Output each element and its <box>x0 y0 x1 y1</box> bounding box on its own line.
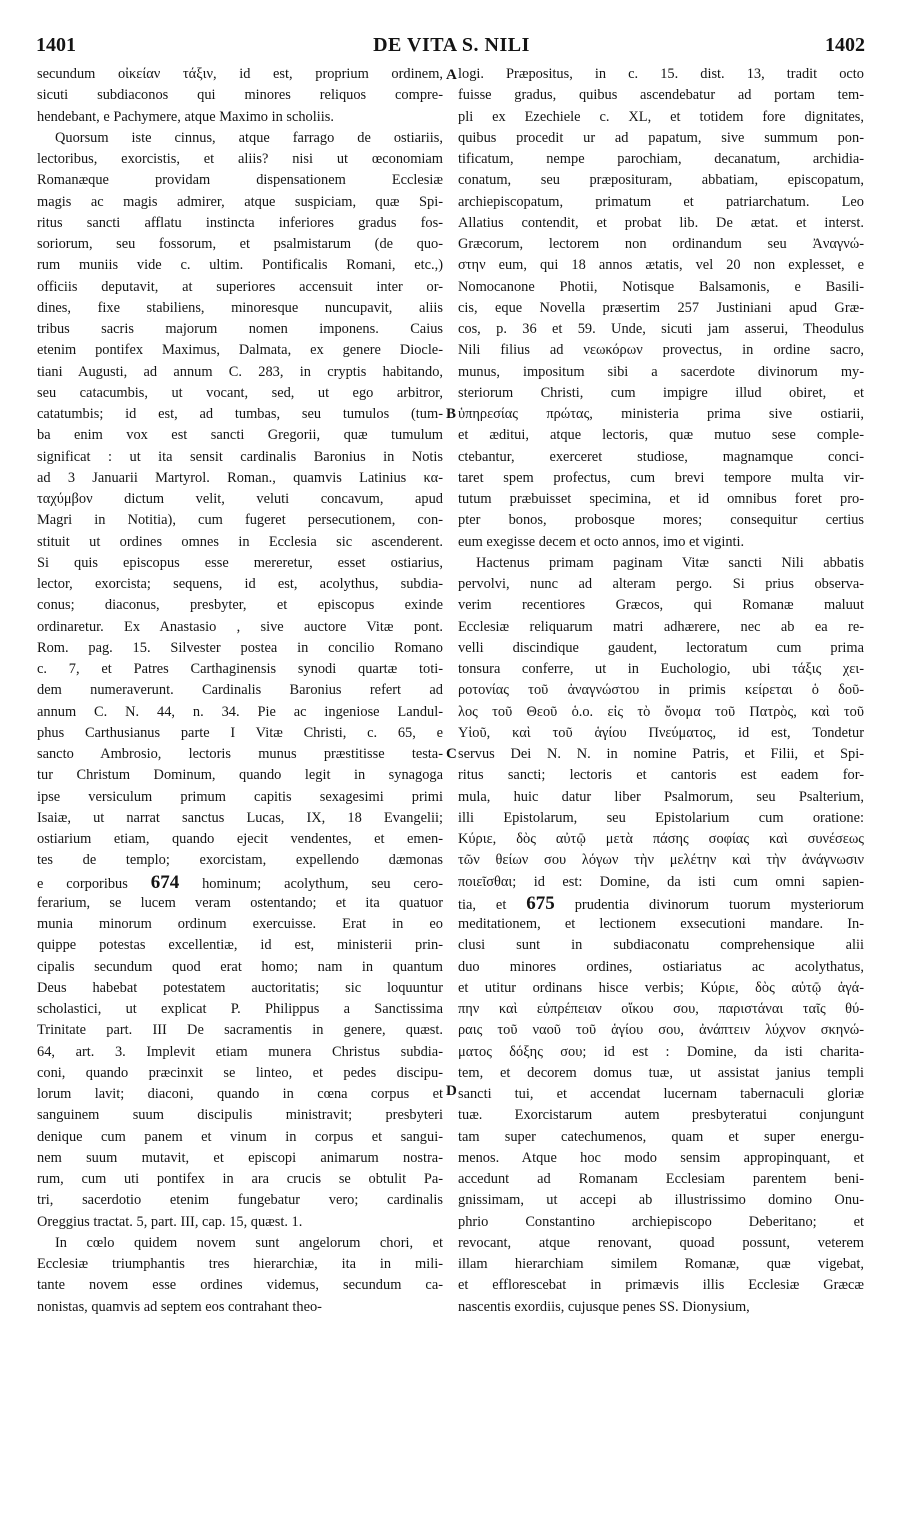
text-line: soriorum, seu fossorum, et psalmistarum (de quo- <box>37 236 443 252</box>
text-line: etenim pontifex Maximus, Dalmata, ex genere Diocle- <box>37 342 443 359</box>
text-line: verim recentiores Græcos, qui Romanæ maluut <box>458 597 864 614</box>
text-line: mula, huic datur liber Psalmorum, seu Psalterium, <box>458 788 864 805</box>
text-line: magis ac magis admirer, atque suspiciam, quæ Spi- <box>37 193 443 210</box>
text-line: servus Dei N. N. in nomine Patris, et Filii, et Spi- <box>458 746 864 762</box>
right-text-column <box>458 64 864 1318</box>
text-line: pter bonos, probosque mores; consequitur certius <box>458 512 864 529</box>
text-line: et efflorescebat in primævis illis Ecclesiæ Græcæ <box>458 1277 864 1294</box>
text-line: tia, et 675 prudentia divinorum tuorum mysteriorum <box>458 892 864 914</box>
text-line: duo minores ordines, ostiariatus ac acolythatus, <box>458 958 864 975</box>
text-line: illi Epistolarum, seu Epistolarium cum oratione: <box>458 809 864 826</box>
text-line: et utitur ordinans hisce verbis; Κύριε, δὸς αὐτῷ ἀγά- <box>458 979 864 996</box>
text-line: ipse versiculum primum capitis sexagesimi primi <box>37 788 443 805</box>
text-line: significat : ut ita sensit cardinalis Baronius in Notis <box>37 448 443 465</box>
page-number-left: 1401 <box>36 34 76 56</box>
text-line: archiepiscopatum, primatum et patriarchatum. Leo <box>458 193 864 210</box>
text-line: menos. Atque hoc modo sensim appropinquant, et <box>458 1149 864 1166</box>
text-line: Hactenus primam paginam Vitæ sancti Nili abbatis <box>476 554 864 571</box>
text-line: phrio Constantino archiepiscopo Deberitano; et <box>458 1213 864 1230</box>
text-line: Nili filius ad νεωκόρων provectus, in ordine sacro, <box>458 342 864 359</box>
text-line: tri, sacerdotio etenim fungebatur vero; cardinalis <box>37 1192 443 1209</box>
text-line: scholastici, ut explicat P. Philippus a Sanctissima <box>37 1001 443 1017</box>
text-line: tonsura conferre, ut in Euchologio, ubi τάξις χει- <box>458 661 864 677</box>
text-line: catatumbis; id est, ad tumbas, seu tumulos (tum- <box>37 406 443 422</box>
text-line: seu catacumbis, ut vocant, sed, ut ego arbitror, <box>37 384 443 401</box>
text-line: πην καὶ εὐπρέπειαν οἴκου σου, παριστάναι ταῖς θύ- <box>458 1001 864 1017</box>
text-line: munus, impositum sibi a sacerdote divinorum my- <box>458 363 864 380</box>
text-line: tificatum, nempe parochiam, decanatum, archidia- <box>458 151 864 167</box>
margin-letter-d: D <box>446 1083 457 1099</box>
text-line: nascentis exordiis, cujusque penes SS. Dionysium, <box>458 1298 750 1315</box>
text-line: sancti tui, et accendat lucernam tabernaculi gloriæ <box>458 1086 864 1102</box>
text-line: tribus sacris majorum nomen imponens. Caius <box>37 321 443 337</box>
text-line: annum C. N. 44, n. 34. Pie ac ingeniose Landul- <box>37 703 443 720</box>
text-line: eum exegisse decem et octo annos, imo et viginti. <box>458 533 745 550</box>
text-line: Trinitate part. III De sacramentis in genere, quæst. <box>37 1022 443 1039</box>
text-line: λος τοῦ Θεοῦ ὁ.ο. εἰς τὸ ὄνομα τοῦ Πατρὸς, καὶ τοῦ <box>458 703 864 720</box>
text-line: tante novem esse ordines videmus, secundum ca- <box>37 1277 443 1294</box>
margin-letter-c: C <box>446 746 457 762</box>
text-line: ritus sancti; lectoris et cantoris est eadem for- <box>458 767 864 784</box>
text-line: τῶν θείων σου λόγων τὴν μελέτην καὶ τὴν ἀνάγνωσιν <box>458 852 864 869</box>
text-line: Nomocanone Photii, Notisque Balsamonis, e Basili- <box>458 278 864 295</box>
running-title: DE VITA S. NILI <box>373 34 530 56</box>
text-line: tem, et decorem domus tuæ, ut assistat janius templi <box>458 1064 864 1081</box>
text-line: ποιεῖσθαι; id est: Domine, da isti cum omni sapien- <box>458 873 864 890</box>
text-line: ritus sancti afflatu instincta inferiores gradus fos- <box>37 214 443 231</box>
text-line: rum muniis vide c. ultim. Pontificalis Romani, etc.,) <box>37 257 443 274</box>
text-line: clusi sunt in subdiaconatu comprehensique alii <box>458 937 864 954</box>
text-line: Ecclesiæ reliquarum matri adhærere, nec ab ea re- <box>458 618 864 635</box>
text-line: Isaiæ, ut narrat sanctus Lucas, IX, 18 Evangelii; <box>37 809 443 826</box>
text-line: tur Christum Dominum, quando legit in synagoga <box>37 767 443 784</box>
text-line: logi. Præpositus, in c. 15. dist. 13, tradit octo <box>458 66 864 82</box>
text-line: c. 7, et Patres Carthaginensis synodi quartæ toti- <box>37 661 443 677</box>
text-line: dines, fixe stabiliens, minoresque nuncupavit, aliis <box>37 299 443 316</box>
text-line: meditationem, et lectionem exsecutioni mandare. In- <box>458 916 864 932</box>
text-line: phus Carthusianus parte I Vitæ Christi, c. 65, e <box>37 724 443 741</box>
text-line: lorum lavit; diaconi, quando in cœna corpus et <box>37 1086 443 1102</box>
text-line: coni, quando præcinxit se linteo, et pedes discipu- <box>37 1064 443 1081</box>
text-line: lectoribus, exorcistis, et aliis? nisi ut œconomiam <box>37 151 443 167</box>
text-line: e corporibus 674 hominum; acolythum, seu cero- <box>37 871 443 893</box>
text-line: fuisse gradus, quibus ascendebatur ad portam tem- <box>458 87 864 104</box>
text-line: ὑπηρεσίας πρώτας, ministeria prima sive ostiarii, <box>458 406 864 422</box>
text-line: secundum οἰκείαν τάξιν, id est, proprium ordinem, <box>37 66 443 82</box>
text-line: tes de templo; exorcistam, expellendo dæmonas <box>37 852 443 869</box>
text-line: sancto Ambrosio, lectoris munus præstitisse testa- <box>37 746 443 762</box>
text-line: tiani Augusti, ad annum C. 283, in cryptis habitando, <box>37 363 443 380</box>
text-line: Oreggius tractat. 5, part. III, cap. 15, quæst. 1. <box>37 1213 303 1230</box>
text-line: Rom. pag. 15. Silvester postea in concilio Romano <box>37 639 443 656</box>
text-line: ordinaretur. Ex Anastasio , sive auctore Vitæ pont. <box>37 618 443 635</box>
text-line: Υἱοῦ, καὶ τοῦ ἁγίου Πνεύματος, id est, Tondetur <box>458 724 864 741</box>
text-line: nonistas, quamvis ad septem eos contrahant theo- <box>37 1298 322 1315</box>
text-line: munia minorum ordinum exercuisse. Erat in eo <box>37 916 443 932</box>
text-line: lector, exorcista; sequens, id est, acolythus, subdia- <box>37 576 443 592</box>
inline-page-number: 674 <box>150 871 180 893</box>
left-text-column <box>37 64 443 1318</box>
running-header <box>0 28 903 58</box>
text-line: ad 3 Januarii Martyrol. Roman., quamvis Latinius κα- <box>37 469 443 486</box>
text-line: velli discindique gaudent, lectoratum cum prima <box>458 639 864 656</box>
text-line: ταχύμβον dictum velit, veluti concavum, apud <box>37 491 443 507</box>
text-line: sicuti subdiaconos qui minores reliquos compre- <box>37 87 443 104</box>
text-line: ροτονίας τοῦ ἀναγνώστου in primis κείρεται ὁ δοῦ- <box>458 682 864 699</box>
text-line: hendebant, e Pachymere, atque Maximo in scholiis. <box>37 108 334 125</box>
text-line: sanguinem suum discipulis ministravit; presbyteri <box>37 1107 443 1124</box>
text-line: Si quis episcopus esse mereretur, esset ostiarius, <box>37 554 443 571</box>
text-line: steriorum Christi, cum impigre illud obiret, et <box>458 384 864 401</box>
text-line: rum, cum uti pontifex in ara crucis se obtulit Pa- <box>37 1171 443 1187</box>
text-line: Magri in Notitia), cum fugeret persecutionem, con- <box>37 512 443 529</box>
text-line: cis, eque Novella præsertim 257 Justiniani apud Græ- <box>458 299 864 316</box>
text-line: et æditui, atque lectoris, quæ mutuo sese comple- <box>458 427 864 444</box>
text-line: ostiarium etiam, quando ejecit vendentes, et emen- <box>37 831 443 847</box>
text-line: accedunt ad Romanam Ecclesiam parentem beni- <box>458 1171 864 1187</box>
text-line: Ecclesiæ triumphantis tres hierarchiæ, ita in mili- <box>37 1256 443 1272</box>
text-line: conus; diaconus, presbyter, et episcopus exinde <box>37 597 443 614</box>
margin-letter-b: B <box>446 406 457 422</box>
text-line: ferarium, se lucem veram ostentando; et ita quatuor <box>37 894 443 911</box>
text-line: tutum præbuisset specimina, et id omnibus foret pro- <box>458 491 864 507</box>
text-line: gnissimam, ut accepi ab illustrissimo domino Onu- <box>458 1192 864 1209</box>
text-line: Deus habebat potestatem auctoritatis; sic loquuntur <box>37 979 443 996</box>
text-line: Græcorum, lectorem non ordinandum seu Ἀναγνώ- <box>458 236 864 252</box>
text-line: officiis deputavit, at superiores accensuit inter or- <box>37 278 443 295</box>
text-line: ctebantur, exerceret studiose, magnamque conci- <box>458 448 864 465</box>
text-line: 64, art. 3. Implevit etiam munera Christus subdia- <box>37 1043 443 1060</box>
inline-page-number: 675 <box>526 892 555 914</box>
text-line: ματος δόξης σου; id est : Domine, da isti charita- <box>458 1043 864 1060</box>
text-line: pli ex Ezechiele c. XL, et totidem fore dignitates, <box>458 108 864 125</box>
text-line: nem suum mutavit, et episcopi animarum nostra- <box>37 1149 443 1166</box>
text-line: Allatius contendit, et probat lib. De ætat. et interst. <box>458 214 864 231</box>
margin-letter-a: A <box>446 67 457 83</box>
text-line: revocant, atque renovant, quoad possunt, veterem <box>458 1234 864 1251</box>
text-line: cipalis secundum quod erat homo; nam in quantum <box>37 958 443 975</box>
text-line: denique cum panem et vinum in corpus et sangui- <box>37 1128 443 1145</box>
text-line: illam hierarchiam similem Romanæ, quæ vigebat, <box>458 1256 864 1272</box>
text-line: taret spem profectus, cum brevi tempore multa vir- <box>458 469 864 486</box>
text-line: Κύριε, δὸς αὐτῷ μετὰ πάσης σοφίας καὶ συνέσεως <box>458 831 864 847</box>
text-line: tuæ. Exorcistarum autem presbyteratui conjungunt <box>458 1107 864 1124</box>
text-line: Quorsum iste cinnus, atque farrago de ostiariis, <box>55 129 443 146</box>
text-line: cos, p. 36 et 59. Unde, sicuti jam asserui, Theodulus <box>458 321 864 337</box>
text-line: στην eum, qui 18 annos ætatis, vel 20 non explesset, e <box>458 257 864 274</box>
text-line: ba enim vox est sancti Gregorii, quæ tumulum <box>37 427 443 444</box>
text-line: ραις τοῦ ναοῦ τοῦ ἁγίου σου, ἀνάπτειν λύχνον σκηνώ- <box>458 1022 864 1039</box>
text-line: conatum, seu præposituram, abbatiam, episcopatum, <box>458 172 864 189</box>
text-line: quippe potestas excellentiæ, id est, ministerii prin- <box>37 937 443 954</box>
text-line: tam super catechumenos, quam et super energu- <box>458 1128 864 1145</box>
text-line: dem numeraverunt. Cardinalis Baronius refert ad <box>37 682 443 699</box>
page-number-right: 1402 <box>825 34 865 56</box>
text-line: pervolvi, nunc ad alteram pergo. Si prius observa- <box>458 576 864 592</box>
text-line: In cœlo quidem novem sunt angelorum chori, et <box>55 1234 443 1251</box>
text-line: stituit ut ordines omnes in Ecclesia sic ascenderent. <box>37 533 443 550</box>
text-line: Romanæque providam dispensationem Ecclesiæ <box>37 172 443 189</box>
text-line: quibus procedit ur ad papatum, sive summum pon- <box>458 129 864 146</box>
